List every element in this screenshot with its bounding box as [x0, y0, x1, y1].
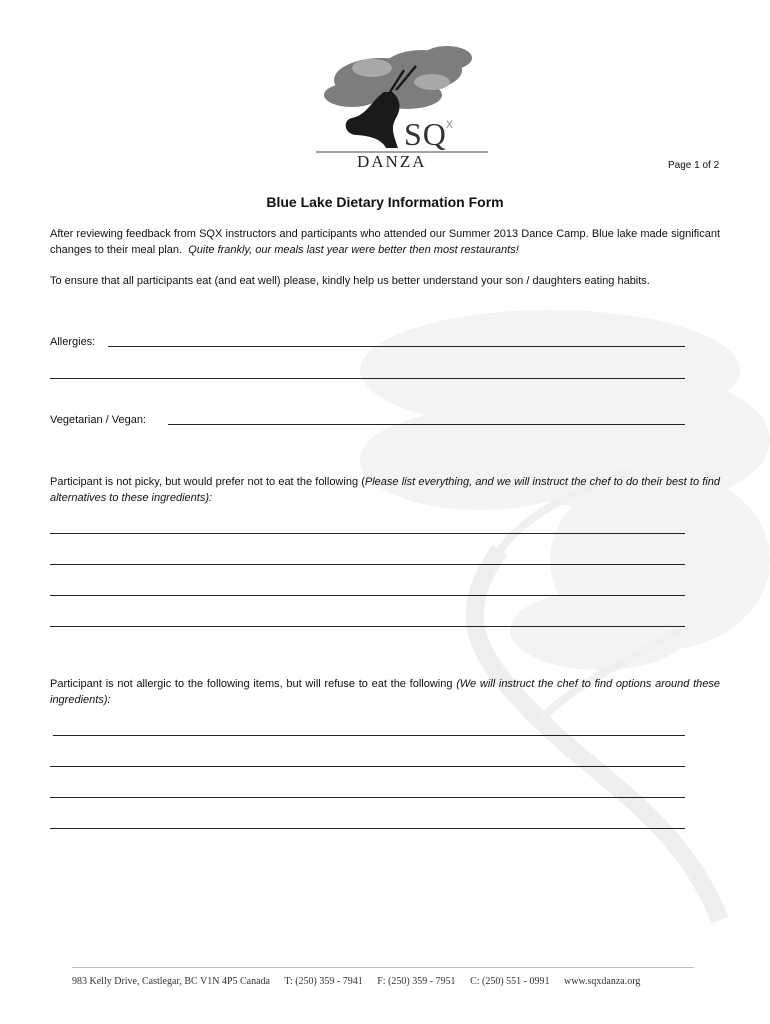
refuse-emphasis: (We will instruct the chef to find options around these ingredients):: [50, 678, 720, 706]
footer-address: 983 Kelly Drive, Castlegar, BC V1N 4P5 Canada: [72, 976, 270, 987]
refuse-input-line-4[interactable]: [50, 828, 685, 829]
picky-paragraph: [50, 474, 720, 506]
refuse-input-line-2[interactable]: [50, 766, 685, 767]
footer-divider: [72, 967, 694, 968]
allergies-input-line[interactable]: [108, 346, 685, 347]
logo-x-mark: x: [446, 115, 453, 131]
tree-watermark-icon: [300, 300, 770, 940]
intro-text: After reviewing feedback from SQX instructors and participants who attended our Summer 2013 Dance Camp. Blue lake made significant changes to their meal plan.: [50, 228, 720, 256]
picky-input-line-4[interactable]: [50, 626, 685, 627]
form-title: Blue Lake Dietary Information Form: [266, 194, 504, 210]
footer-cell: C: (250) 551 - 0991: [470, 976, 550, 987]
refuse-input-line-1[interactable]: [53, 735, 685, 736]
ensure-paragraph: To ensure that all participants eat (and eat well) please, kindly help us better understand your son / daughters eating habits.: [50, 275, 650, 287]
refuse-input-line-3[interactable]: [50, 797, 685, 798]
footer-fax: F: (250) 359 - 7951: [377, 976, 456, 987]
picky-input-line-3[interactable]: [50, 595, 685, 596]
footer: [72, 976, 694, 987]
picky-emphasis: Please list everything, and we will instruct the chef to do their best to find alternatives to these ingredients):: [50, 476, 720, 504]
footer-tel: T: (250) 359 - 7941: [284, 976, 363, 987]
picky-input-line-1[interactable]: [50, 533, 685, 534]
page-number: Page 1 of 2: [668, 160, 720, 171]
vegetarian-label: Vegetarian / Vegan:: [50, 414, 147, 426]
footer-website: www.sqxdanza.org: [564, 976, 641, 987]
allergies-label: Allergies:: [50, 336, 96, 348]
logo-wordmark: DANZA: [357, 152, 427, 171]
vegetarian-input-line[interactable]: [168, 424, 685, 425]
picky-input-line-2[interactable]: [50, 564, 685, 565]
intro-paragraph: [50, 226, 720, 258]
refuse-paragraph: [50, 676, 720, 708]
logo-sq-text: SQ: [404, 116, 447, 152]
picky-text: Participant is not picky, but would prefer not to eat the following (: [50, 476, 365, 488]
allergies-input-line-2[interactable]: [50, 378, 685, 379]
refuse-text: Participant is not allergic to the following items, but will refuse to eat the following: [50, 678, 453, 690]
intro-emphasis: Quite frankly, our meals last year were better then most restaurants!: [188, 244, 519, 256]
